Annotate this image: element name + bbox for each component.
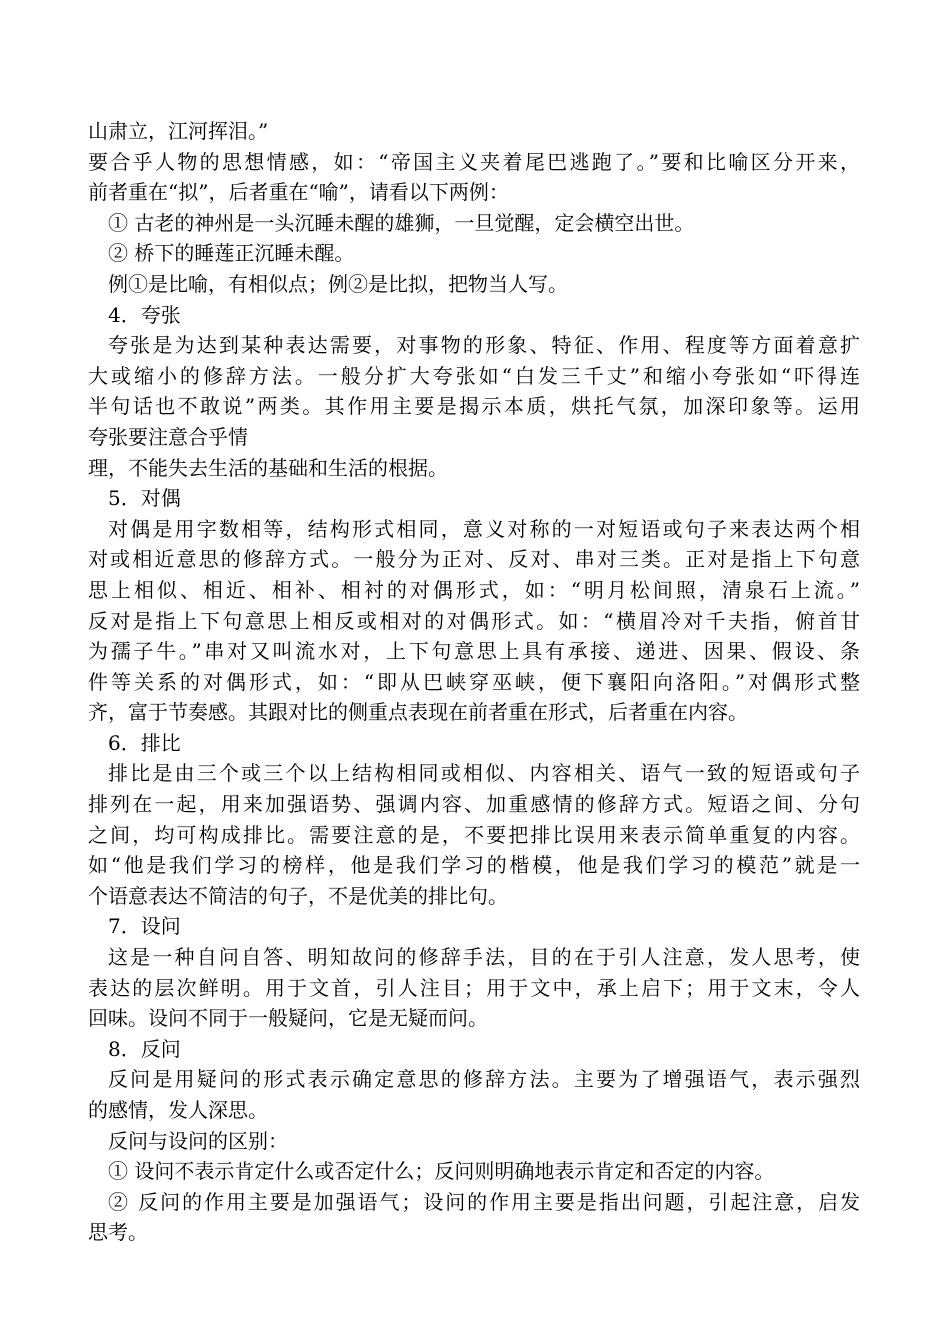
text-line: 排比是由三个或三个以上结构相同或相似、内容相关、语气一致的短语或句子 (108, 761, 860, 786)
text-line: 夸张是为达到某种表达需要，对事物的形象、特征、作用、程度等方面着意扩 (108, 333, 860, 358)
text-line: 如“他是我们学习的榜样，他是我们学习的楷模，他是我们学习的模范”就是一 (88, 853, 860, 878)
text-line: 表达的层次鲜明。用于文首，引人注目；用于文中，承上启下；用于文末，令人 (88, 975, 860, 1000)
text-line: 山肃立，江河挥泪。” (88, 119, 269, 143)
text-line: 齐，富于节奏感。其跟对比的侧重点表现在前者重在形式，后者重在内容。 (88, 700, 748, 725)
text-line: 例①是比喻，有相似点；例②是比拟，把物当人写。 (108, 271, 568, 296)
text-line: ① 古老的神州是一头沉睡未醒的雄狮，一旦觉醒，定会横空出世。 (108, 210, 695, 235)
text-line: 反对是指上下句意思上相反或相对的对偶形式。如：“横眉冷对千夫指，俯首甘 (88, 608, 860, 633)
text-line: 反问与设问的区别： (108, 1128, 288, 1153)
text-line: ② 桥下的睡莲正沉睡未醒。 (108, 241, 355, 266)
section-heading: 8．反问 (108, 1036, 181, 1061)
text-line: 大或缩小的修辞方法。一般分扩大夸张如“白发三千丈”和缩小夸张如“吓得连 (88, 363, 860, 388)
text-line: 件等关系的对偶形式，如：“即从巴峡穿巫峡，便下襄阳向洛阳。”对偶形式整 (88, 669, 860, 694)
section-heading: 7．设问 (108, 914, 181, 939)
text-line: 个语意表达不简洁的句子，不是优美的排比句。 (88, 883, 508, 908)
text-line: 对偶是用字数相等，结构形式相同，意义对称的一对短语或句子来表达两个相 (108, 516, 860, 541)
text-line: 夸张要注意合乎情 (88, 424, 248, 449)
section-heading: 6．排比 (108, 730, 181, 755)
text-line: 前者重在“拟”，后者重在“喻”，请看以下两例： (88, 180, 509, 205)
section-heading: 4．夸张 (108, 302, 181, 327)
text-line: 之间，均可构成排比。需要注意的是，不要把排比误用来表示简单重复的内容。 (88, 822, 860, 847)
text-line: 要合乎人物的思想情感，如：“帝国主义夹着尾巴逃跑了。”要和比喻区分开来， (88, 149, 860, 174)
text-line: 这是一种自问自答、明知故问的修辞手法，目的在于引人注意，发人思考，使 (108, 945, 860, 970)
text-line: 思考。 (88, 1220, 148, 1245)
document-body (88, 116, 860, 1248)
text-line: ① 设问不表示肯定什么或否定什么；反问则明确地表示肯定和否定的内容。 (108, 1159, 775, 1184)
text-line: 理，不能失去生活的基础和生活的根据。 (88, 455, 448, 480)
text-line: 的感情，发人深思。 (88, 1098, 268, 1122)
text-line: 为孺子牛。”串对又叫流水对，上下句意思上具有承接、递进、因果、假设、条 (88, 639, 860, 664)
text-line: 思上相似、相近、相补、相衬的对偶形式，如：“明月松间照，清泉石上流。” (88, 577, 860, 602)
text-line: 对或相近意思的修辞方式。一般分为正对、反对、串对三类。正对是指上下句意 (88, 547, 860, 572)
text-line: 反问是用疑问的形式表示确定意思的修辞方法。主要为了增强语气，表示强烈 (108, 1067, 860, 1092)
text-line: 回味。设问不同于一般疑问，它是无疑而问。 (88, 1006, 488, 1031)
section-heading: 5．对偶 (108, 486, 181, 511)
text-line: 排列在一起，用来加强语势、强调内容、加重感情的修辞方式。短语之间、分句 (88, 792, 860, 817)
text-line: ② 反问的作用主要是加强语气；设问的作用主要是指出问题，引起注意，启发 (108, 1189, 860, 1214)
text-line: 半句话也不敢说”两类。其作用主要是揭示本质，烘托气氛，加深印象等。运用 (88, 394, 860, 419)
